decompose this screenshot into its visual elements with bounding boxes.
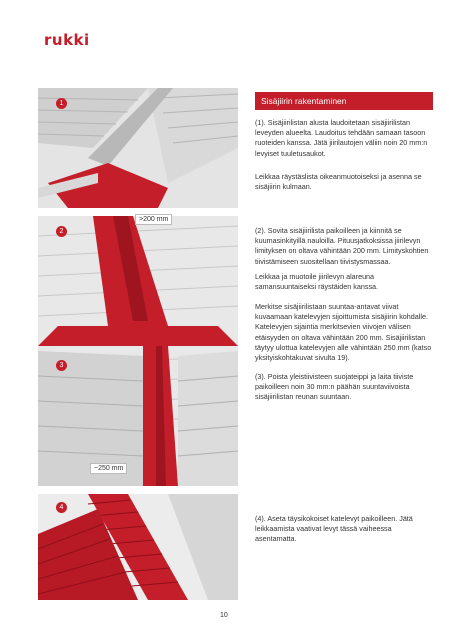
paragraph-trim: Leikkaa ja muotoile jiirilevyn alareuna samansuuntaiseksi räystäiden kanssa. [255, 272, 379, 292]
paragraph-step-4: (4). Aseta täysikokoiset katelevyt paikoilleen. Jätä leikkaamista vaativat levyt tässä vaiheessa asentamatta. [255, 514, 413, 544]
step-badge-3: 3 [56, 360, 67, 371]
step-badge-1: 1 [56, 98, 67, 109]
illustration-step-2-3 [38, 216, 238, 486]
paragraph-step-3: (3). Poista yleistiivisteen suojateippi ja laita tiiviste paikoilleen noin 30 mm:n päähän suuntaviivoista sisäjiirilistan reunan suuntaan. [255, 372, 414, 402]
illustration-step-4 [38, 494, 238, 600]
paragraph-marking: Merkitse sisäjiirilistaan suuntaa-antavat viivat kuvaamaan katelevyjen sijoittumista sisäjiirin kohdalle. Katelevyjen sijaintia merkitsevien viivojen välisen etäisyyden on oltava vähintään 200 mm. Sisäjiirilistan täytyy ulottua katelevyjen alle vähintään 250 mm (katso yksityiskohtakuvat sivulta 19). [255, 302, 432, 363]
page-number: 10 [220, 612, 228, 619]
step-badge-4: 4 [56, 502, 67, 513]
paragraph-step-2: (2). Sovita sisäjiirilista paikoilleen ja kiinnitä se kuumasinkityillä nauloilla. Pituusjatkoksissa jiirilevyn limityksen on oltava vähintään 200 mm. Limityskohtien tiivistämiseen suositellaan tiivistysmassaa. [255, 226, 429, 266]
illustration-step-1 [38, 88, 238, 208]
dimension-label-200mm: >200 mm [135, 214, 172, 225]
ruukki-logo: rukki [44, 31, 90, 49]
section-title: Sisäjiirin rakentaminen [255, 92, 433, 110]
dimension-label-250mm: ~250 mm [90, 463, 127, 474]
step-badge-2: 2 [56, 226, 67, 237]
paragraph-step-1: (1). Sisäjiirilistan alusta laudoitetaan sisäjiirilistan leveyden alueelta. Laudoitus tehdään samaan tasoon ruoteiden kanssa. Jätä jiirilautojen väliin noin 20 mm:n levyiset tuuletusaukot. [255, 118, 428, 158]
paragraph-fascia: Leikkaa räystäslista oikeanmuotoiseksi ja asenna se sisäjiirin kulmaan. [255, 172, 422, 192]
